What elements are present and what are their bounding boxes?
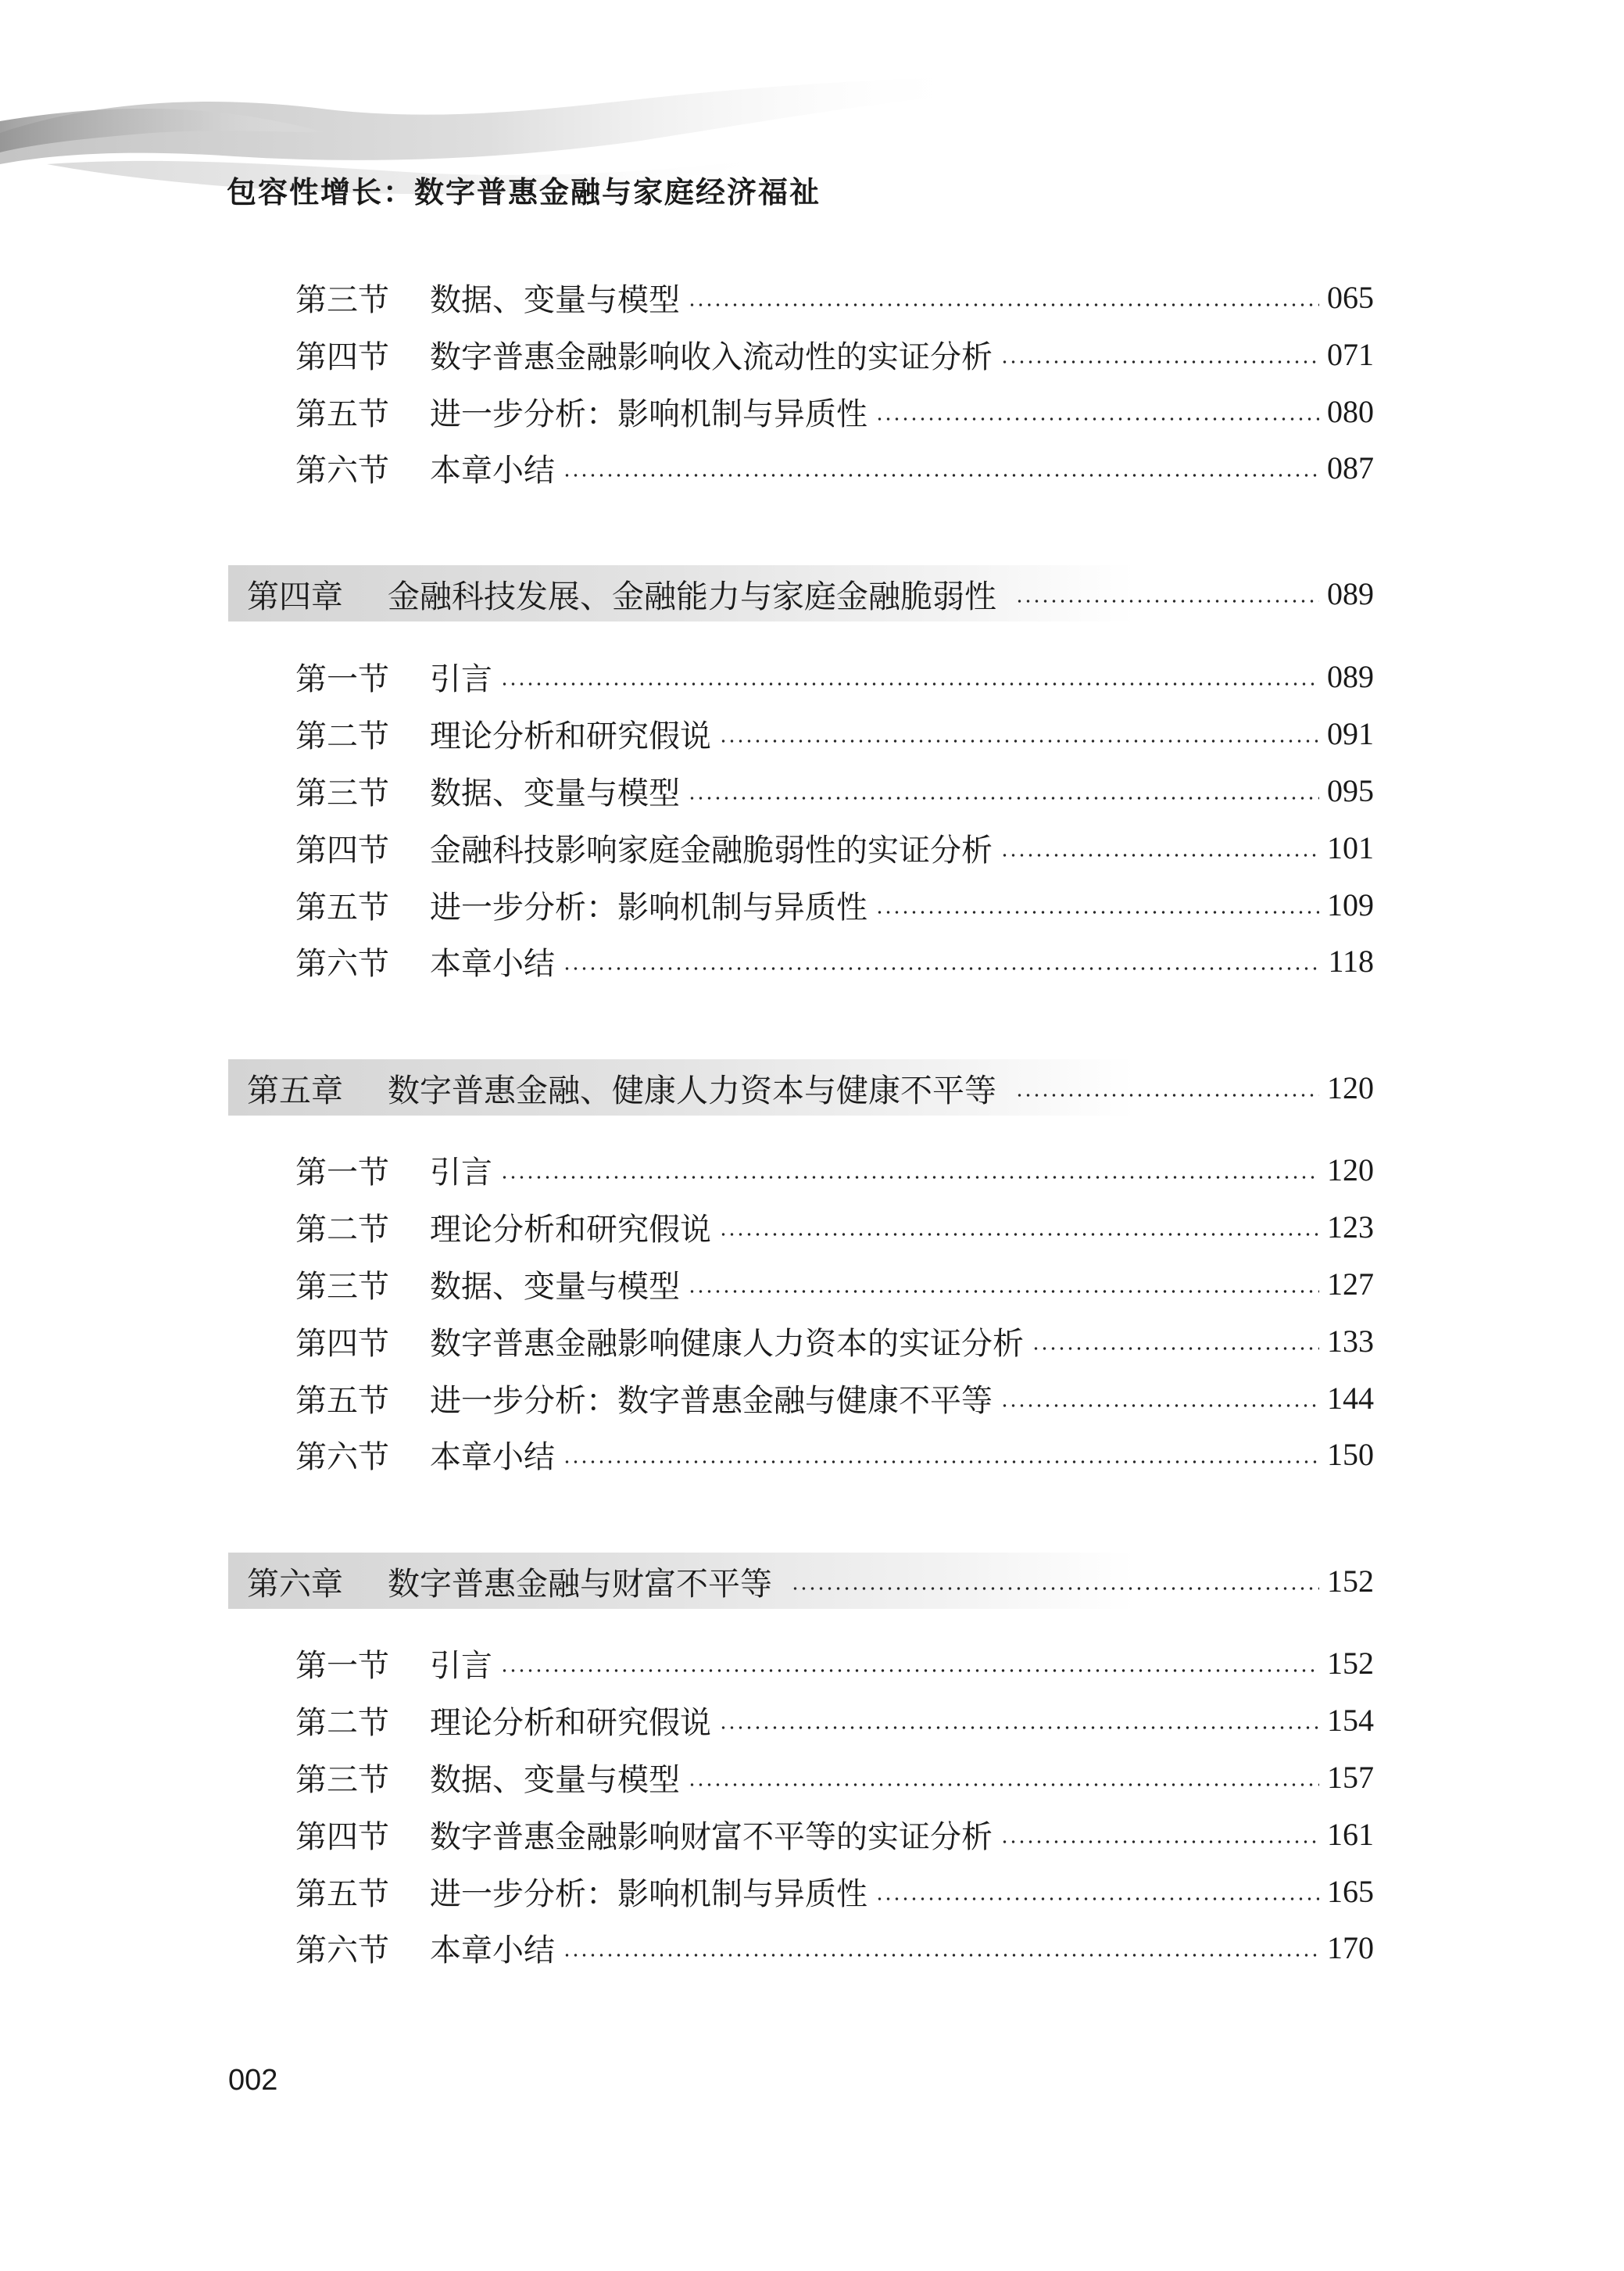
toc-page-number: 065 xyxy=(1327,279,1374,315)
toc-page-number: 109 xyxy=(1327,887,1374,922)
section-number: 第六节 xyxy=(295,1932,389,1968)
toc-page-number: 118 xyxy=(1328,943,1374,979)
chapter-title: 数字普惠金融、健康人力资本与健康不平等 xyxy=(388,1071,996,1109)
dot-leader xyxy=(688,303,1319,306)
section-number: 第五节 xyxy=(295,1382,389,1419)
toc-page-number: 165 xyxy=(1327,1873,1374,1909)
section-title: 本章小结 xyxy=(430,945,555,982)
toc-section-entry[interactable] xyxy=(295,767,1374,814)
dot-leader xyxy=(1015,600,1319,603)
section-title: 数据、变量与模型 xyxy=(430,775,680,811)
section-title: 数字普惠金融影响财富不平等的实证分析 xyxy=(430,1818,993,1855)
section-title: 进一步分析：影响机制与异质性 xyxy=(430,1875,867,1912)
toc-page-number: 120 xyxy=(1327,1152,1374,1187)
section-number: 第二节 xyxy=(295,1211,389,1248)
dot-leader xyxy=(563,967,1320,970)
section-number: 第五节 xyxy=(295,396,389,432)
section-title: 进一步分析：数字普惠金融与健康不平等 xyxy=(430,1382,993,1419)
section-number: 第四节 xyxy=(295,1325,389,1362)
dot-leader xyxy=(500,1176,1319,1179)
dot-leader xyxy=(1032,1347,1319,1350)
toc-page-number: 154 xyxy=(1327,1702,1374,1738)
dot-leader xyxy=(875,417,1319,421)
dot-leader xyxy=(563,474,1319,477)
toc-page-number: 091 xyxy=(1327,715,1374,751)
section-number: 第二节 xyxy=(295,1704,389,1741)
toc-page-number: 152 xyxy=(1327,1563,1374,1599)
toc-section-entry[interactable] xyxy=(295,444,1374,491)
section-title: 进一步分析：影响机制与异质性 xyxy=(430,396,867,432)
toc-page-number: 152 xyxy=(1327,1645,1374,1681)
dot-leader xyxy=(875,911,1319,914)
chapter-number: 第六章 xyxy=(247,1564,343,1603)
toc-section-entry[interactable] xyxy=(295,1924,1374,1971)
dot-leader xyxy=(719,1233,1319,1236)
section-number: 第五节 xyxy=(295,889,389,926)
section-number: 第四节 xyxy=(295,339,389,375)
section-title: 进一步分析：影响机制与异质性 xyxy=(430,889,867,926)
toc-section-entry[interactable] xyxy=(295,388,1374,435)
toc-page-number: 095 xyxy=(1327,772,1374,808)
dot-leader xyxy=(563,1460,1319,1463)
section-number: 第六节 xyxy=(295,452,389,489)
section-title: 数字普惠金融影响健康人力资本的实证分析 xyxy=(430,1325,1024,1362)
toc-page-number: 087 xyxy=(1327,450,1374,485)
section-title: 引言 xyxy=(430,1154,492,1191)
section-title: 本章小结 xyxy=(430,1932,555,1968)
toc-section-entry[interactable] xyxy=(295,274,1374,321)
dot-leader xyxy=(1000,360,1319,364)
chapter-title: 数字普惠金融与财富不平等 xyxy=(388,1564,772,1603)
section-title: 理论分析和研究假说 xyxy=(430,1211,711,1248)
chapter-title: 金融科技发展、金融能力与家庭金融脆弱性 xyxy=(388,577,996,615)
section-number: 第三节 xyxy=(295,281,389,318)
section-number: 第六节 xyxy=(295,945,389,982)
toc-section-entry[interactable] xyxy=(295,653,1374,700)
toc-section-entry[interactable] xyxy=(295,1317,1374,1364)
toc-page-number: 071 xyxy=(1327,336,1374,372)
running-head: 包容性增长：数字普惠金融与家庭经济福祉 xyxy=(227,175,821,210)
section-number: 第六节 xyxy=(295,1438,389,1475)
toc-page-number: 120 xyxy=(1327,1069,1374,1105)
toc-page-number: 157 xyxy=(1327,1759,1374,1795)
toc-section-entry[interactable] xyxy=(295,1431,1374,1478)
toc-page-number: 161 xyxy=(1327,1816,1374,1852)
toc-chapter-entry[interactable] xyxy=(228,1553,1374,1609)
section-title: 理论分析和研究假说 xyxy=(430,718,711,754)
section-title: 金融科技影响家庭金融脆弱性的实证分析 xyxy=(430,832,993,869)
toc-section-entry[interactable] xyxy=(295,1868,1374,1915)
section-number: 第三节 xyxy=(295,775,389,811)
toc-section-entry[interactable] xyxy=(295,1260,1374,1307)
toc-section-entry[interactable] xyxy=(295,937,1374,984)
dot-leader xyxy=(688,797,1319,800)
toc-section-entry[interactable] xyxy=(295,1696,1374,1743)
dot-leader xyxy=(1000,854,1319,857)
section-title: 理论分析和研究假说 xyxy=(430,1704,711,1741)
section-title: 引言 xyxy=(430,661,492,697)
toc-page-number: 133 xyxy=(1327,1323,1374,1359)
chapter-number: 第四章 xyxy=(247,577,343,615)
section-title: 本章小结 xyxy=(430,452,555,489)
toc-chapter-entry[interactable] xyxy=(228,1059,1374,1116)
dot-leader xyxy=(500,682,1319,686)
toc-page-number: 089 xyxy=(1327,658,1374,694)
toc-page-number: 123 xyxy=(1327,1209,1374,1245)
chapter-number: 第五章 xyxy=(247,1071,343,1109)
section-title: 数据、变量与模型 xyxy=(430,1268,680,1305)
section-title: 数据、变量与模型 xyxy=(430,1761,680,1798)
dot-leader xyxy=(1000,1404,1319,1407)
toc-section-entry[interactable] xyxy=(295,1203,1374,1250)
section-number: 第一节 xyxy=(295,1154,389,1191)
toc-page-number: 089 xyxy=(1327,575,1374,611)
toc-page-number: 144 xyxy=(1327,1380,1374,1416)
section-number: 第四节 xyxy=(295,1818,389,1855)
section-title: 引言 xyxy=(430,1647,492,1684)
dot-leader xyxy=(791,1587,1319,1590)
toc-section-entry[interactable] xyxy=(295,331,1374,378)
toc-section-entry[interactable] xyxy=(295,1753,1374,1800)
toc-section-entry[interactable] xyxy=(295,824,1374,871)
dot-leader xyxy=(1000,1840,1319,1843)
toc-section-entry[interactable] xyxy=(295,1639,1374,1686)
dot-leader xyxy=(563,1954,1319,1957)
toc-section-entry[interactable] xyxy=(295,1374,1374,1421)
toc-page-number: 170 xyxy=(1327,1929,1374,1965)
section-title: 数据、变量与模型 xyxy=(430,281,680,318)
section-number: 第三节 xyxy=(295,1268,389,1305)
toc-section-entry[interactable] xyxy=(295,1811,1374,1857)
dot-leader xyxy=(875,1897,1319,1900)
toc-chapter-entry[interactable] xyxy=(228,565,1374,621)
section-number: 第三节 xyxy=(295,1761,389,1798)
dot-leader xyxy=(719,1726,1319,1729)
dot-leader xyxy=(1015,1094,1319,1097)
toc-page-number: 150 xyxy=(1327,1436,1374,1472)
section-number: 第五节 xyxy=(295,1875,389,1912)
section-title: 数字普惠金融影响收入流动性的实证分析 xyxy=(430,339,993,375)
section-number: 第一节 xyxy=(295,661,389,697)
section-number: 第二节 xyxy=(295,718,389,754)
page-number: 002 xyxy=(228,2064,278,2097)
toc-page-number: 080 xyxy=(1327,393,1374,429)
dot-leader xyxy=(688,1783,1319,1786)
toc-page-number: 127 xyxy=(1327,1266,1374,1302)
toc-section-entry[interactable] xyxy=(295,710,1374,757)
toc-section-entry[interactable] xyxy=(295,1146,1374,1193)
section-number: 第一节 xyxy=(295,1647,389,1684)
toc-section-entry[interactable] xyxy=(295,881,1374,928)
dot-leader xyxy=(500,1669,1319,1672)
dot-leader xyxy=(719,740,1319,743)
toc-page-number: 101 xyxy=(1327,829,1374,865)
dot-leader xyxy=(688,1290,1319,1293)
section-number: 第四节 xyxy=(295,832,389,869)
section-title: 本章小结 xyxy=(430,1438,555,1475)
